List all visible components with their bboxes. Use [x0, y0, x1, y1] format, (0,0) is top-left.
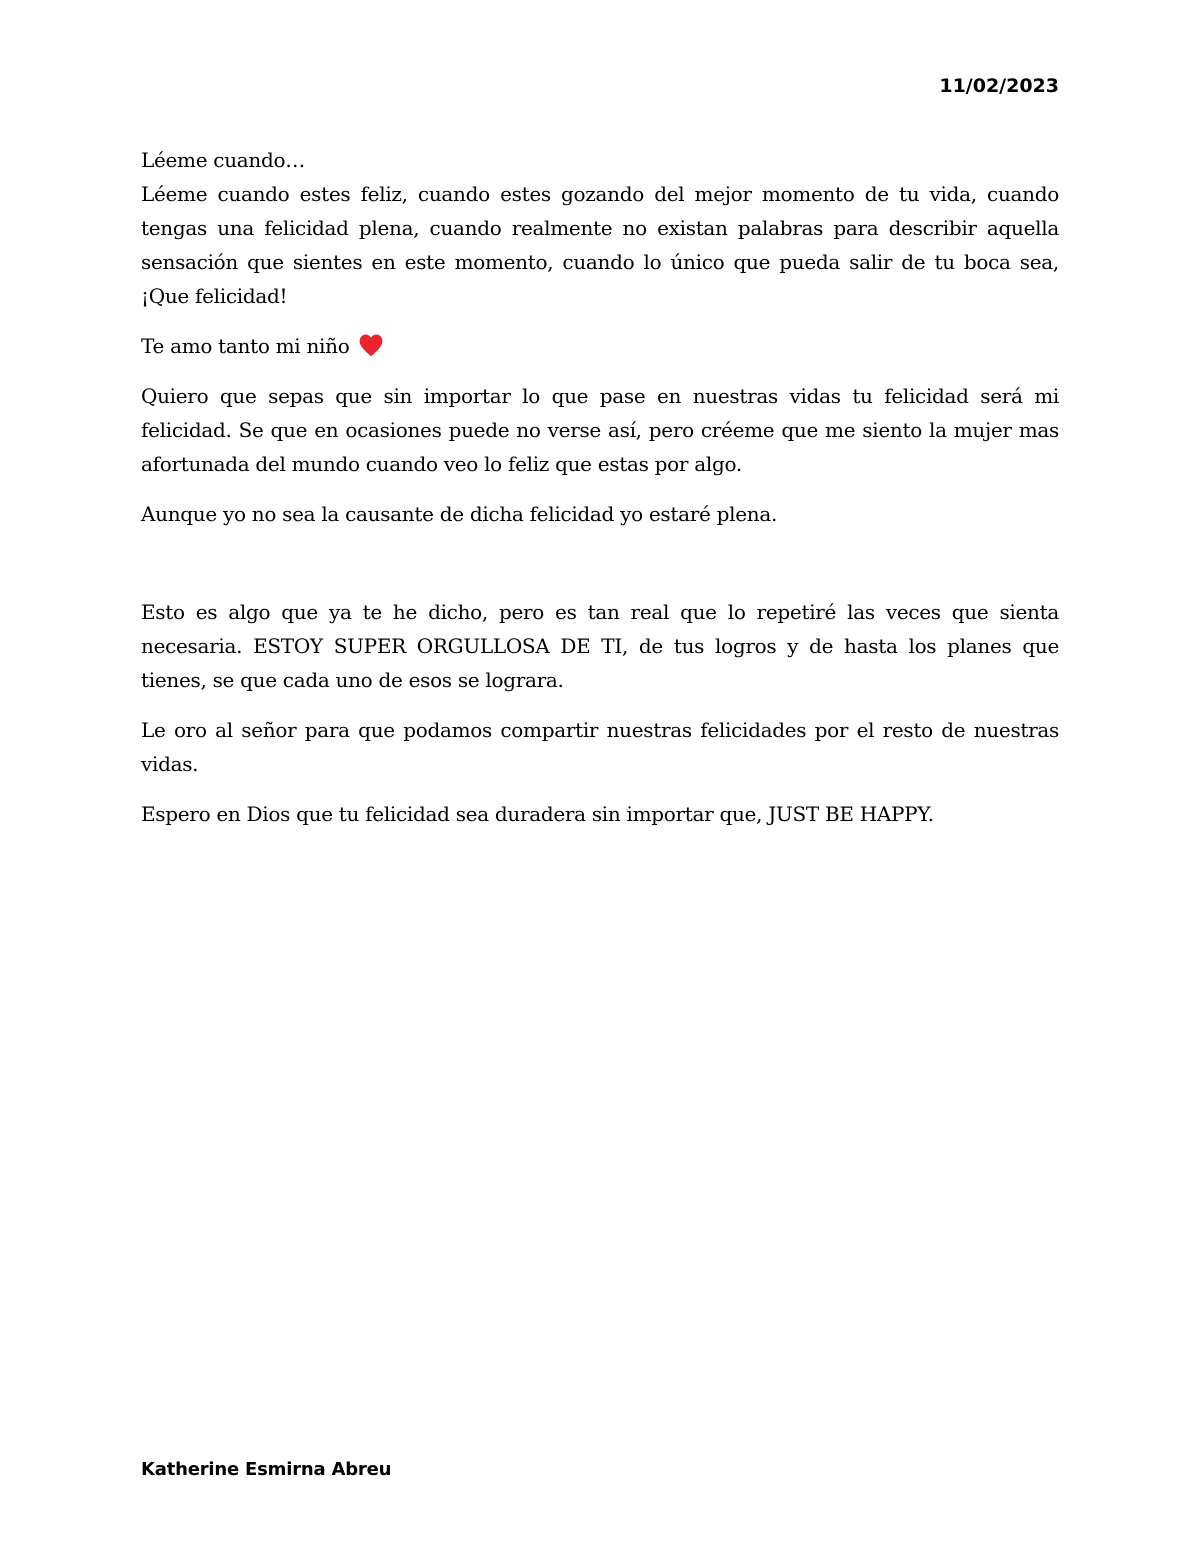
- document-date: 11/02/2023: [939, 75, 1059, 97]
- paragraph-5: Esto es algo que ya te he dicho, pero es tan real que lo repetiré las veces que sienta necesaria. ESTOY SUPER ORGULLOSA DE TI, de tus logros y de hasta los planes que tienes, se que cada uno de esos se lograra.: [141, 600, 1059, 692]
- paragraph-1: Léeme cuando estes feliz, cuando estes gozando del mejor momento de tu vida, cuando tengas una felicidad plena, cuando realmente no existan palabras para describir aquella sensación que sientes en este momento, cuando lo único que pueda salir de tu boca sea, ¡Que felicidad!: [141, 182, 1059, 308]
- heart-icon: [358, 332, 384, 358]
- signature: Katherine Esmirna Abreu: [141, 1459, 392, 1480]
- letter-body: [141, 143, 1059, 831]
- paragraph-3: Quiero que sepas que sin importar lo que pase en nuestras vidas tu felicidad será mi felicidad. Se que en ocasiones puede no verse así, pero créeme que me siento la mujer mas afortunada del mundo cuando veo lo feliz que estas por algo.: [141, 384, 1059, 476]
- paragraph-2-text: Te amo tanto mi niño: [141, 334, 350, 358]
- paragraph-2: [141, 329, 1059, 363]
- paragraph-7: Espero en Dios que tu felicidad sea duradera sin importar que, JUST BE HAPPY.: [141, 802, 934, 826]
- paragraph-6: Le oro al señor para que podamos compartir nuestras felicidades por el resto de nuestras vidas.: [141, 718, 1059, 776]
- paragraph-4: Aunque yo no sea la causante de dicha felicidad yo estaré plena.: [141, 502, 778, 526]
- letter-heading: Léeme cuando…: [141, 148, 305, 172]
